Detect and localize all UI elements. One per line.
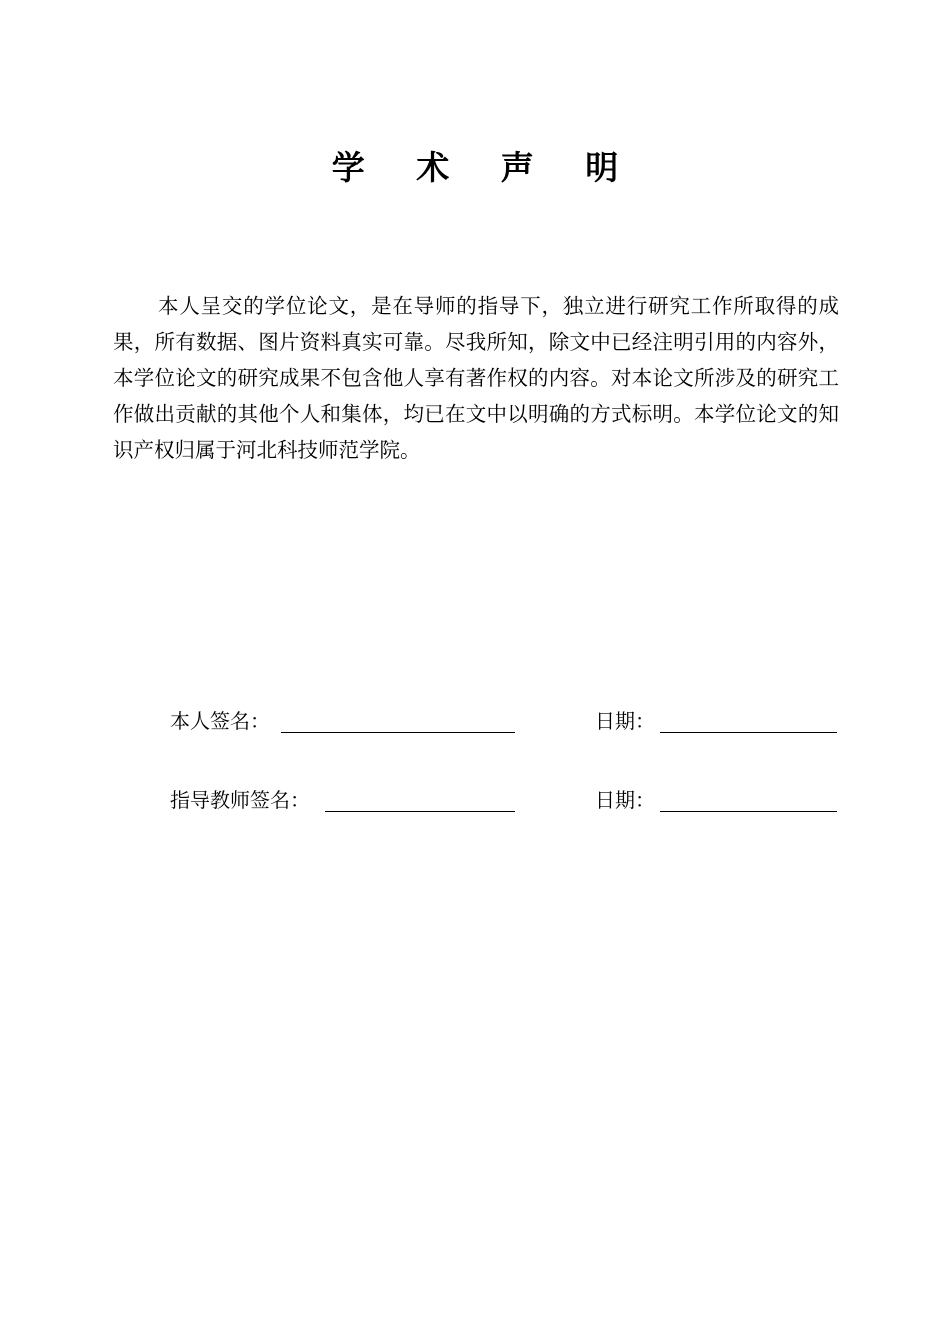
advisor-signature-line [325, 811, 515, 812]
author-date-label: 日期： [595, 709, 655, 733]
page-title: 学 术 声 明 [331, 148, 639, 187]
advisor-date-label: 日期： [595, 788, 655, 812]
advisor-signature-label: 指导教师签名： [170, 788, 310, 812]
author-signature-row [0, 706, 950, 738]
author-signature-line [281, 732, 515, 733]
declaration-statement: 本人呈交的学位论文，是在导师的指导下，独立进行研究工作所取得的成果，所有数据、图片资料真实可靠。尽我所知，除文中已经注明引用的内容外，本学位论文的研究成果不包含他人享有著作权的内容。对本论文所涉及的研究工作做出贡献的其他个人和集体，均已在文中以明确的方式标明。本学位论文的知识产权归属于河北科技师范学院。 [113, 294, 839, 462]
author-date-line [660, 732, 837, 733]
author-signature-label: 本人签名： [170, 709, 270, 733]
advisor-date-line [660, 811, 837, 812]
advisor-signature-row [0, 785, 950, 817]
